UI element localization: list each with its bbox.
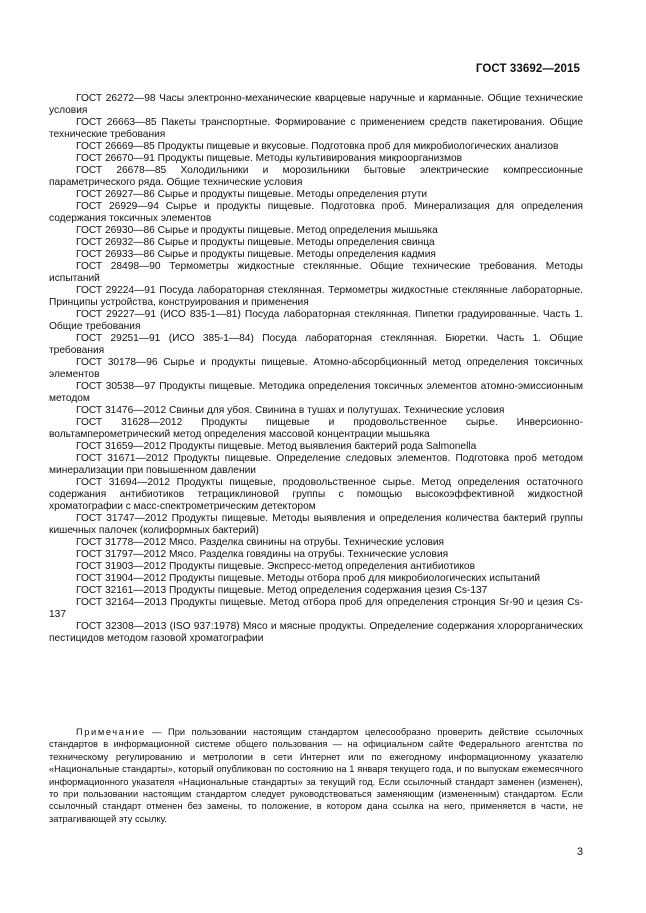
reference-entry: ГОСТ 31797—2012 Мясо. Разделка говядины на отрубы. Технические условия	[76, 549, 449, 560]
reference-entry: ГОСТ 30538—97 Продукты пищевые. Методика определения токсичных элементов атомно-эмиссионным методом	[49, 381, 583, 404]
reference-entry: ГОСТ 29251—91 (ИСО 385-1—84) Посуда лабораторная стеклянная. Бюретки. Часть 1. Общие требования	[49, 333, 583, 356]
reference-entry: ГОСТ 31659—2012 Продукты пищевые. Метод выявления бактерий рода Salmonella	[76, 441, 477, 452]
reference-entry: ГОСТ 31671—2012 Продукты пищевые. Определение следовых элементов. Подготовка проб методом минерализации при повышенном давлении	[49, 453, 583, 476]
reference-entry: ГОСТ 31904—2012 Продукты пищевые. Методы отбора проб для микробиологических испытаний	[76, 573, 541, 584]
reference-entry: ГОСТ 31778—2012 Мясо. Разделка свинины на отрубы. Технические условия	[76, 537, 445, 548]
reference-entry: ГОСТ 31903—2012 Продукты пищевые. Экспресс-метод определения антибиотиков	[76, 561, 475, 572]
reference-entry: ГОСТ 28498—90 Термометры жидкостные стеклянные. Общие технические требования. Методы испытаний	[49, 261, 583, 284]
reference-entry: ГОСТ 32161—2013 Продукты пищевые. Метод определения содержания цезия Cs-137	[76, 585, 488, 596]
reference-entry: ГОСТ 26678—85 Холодильники и морозильники бытовые электрические компрессионные параметрического ряда. Общие технические условия	[49, 165, 583, 188]
reference-entry: ГОСТ 29227—91 (ИСО 835-1—81) Посуда лабораторная стеклянная. Пипетки градуированные. Часть 1. Общие требования	[49, 309, 583, 332]
document-code-header: ГОСТ 33692—2015	[475, 63, 580, 75]
reference-entry: ГОСТ 26932—86 Сырье и продукты пищевые. Методы определения свинца	[76, 237, 435, 248]
reference-entry: ГОСТ 26930—86 Сырье и продукты пищевые. Метод определения мышьяка	[76, 225, 438, 236]
reference-entry: ГОСТ 26929—94 Сырье и продукты пищевые. Подготовка проб. Минерализация для определения содержания токсичных элементов	[49, 201, 583, 224]
page-number: 3	[576, 846, 583, 858]
reference-entry: ГОСТ 26927—86 Сырье и продукты пищевые. Методы определения ртути	[76, 189, 428, 200]
reference-entry: ГОСТ 31476—2012 Свиньи для убоя. Свинина в тушах и полутушах. Технические условия	[76, 405, 505, 416]
reference-entry: ГОСТ 26933—86 Сырье и продукты пищевые. Методы определения кадмия	[76, 249, 436, 260]
reference-entry: ГОСТ 32308—2013 (ISO 937:1978) Мясо и мясные продукты. Определение содержания хлорорганических пестицидов методом газовой хроматографии	[49, 621, 583, 644]
reference-entry: ГОСТ 29224—91 Посуда лабораторная стеклянная. Термометры жидкостные стеклянные лабораторные. Принципы устройства, конструирования и применения	[49, 285, 583, 308]
reference-entry: ГОСТ 31694—2012 Продукты пищевые, продовольственное сырье. Метод определения остаточного содержания антибиотиков тетрациклиновой группы с помощью высокоэффективной жидкостной хроматографии с масс-спектрометрическим детектором	[49, 477, 583, 512]
note-label: Примечание	[76, 727, 146, 737]
note-paragraph	[49, 726, 583, 825]
reference-entry: ГОСТ 30178—96 Сырье и продукты пищевые. Атомно-абсорбционный метод определения токсичных элементов	[49, 357, 583, 380]
reference-entry: ГОСТ 26663—85 Пакеты транспортные. Формирование с применением средств пакетирования. Общие технические требования	[49, 117, 583, 140]
reference-entry: ГОСТ 26669—85 Продукты пищевые и вкусовые. Подготовка проб для микробиологических анализов	[76, 141, 559, 152]
note-text: — При пользовании настоящим стандартом целесообразно проверить действие ссылочных стандартов в информационной системе общего пользования — на официальном сайте Федерального агентства по техническому регулированию и метрологии в сети Интернет или по ежегодному информационному указателю «Национальные стандарты», который опубликован по состоянию на 1 января текущего года, и по выпускам ежемесячного информационного указателя «Национальные стандарты» за текущий год. Если ссылочный стандарт заменен (изменен), то при пользовании настоящим стандартом следует руководствоваться заменяющим (измененным) стандартом. Если ссылочный стандарт отменен без замены, то положение, в котором дана ссылка на него, применяется в части, не затрагивающей эту ссылку.	[49, 727, 583, 824]
reference-entry: ГОСТ 26670—91 Продукты пищевые. Методы культивирования микроорганизмов	[76, 153, 463, 164]
reference-entry: ГОСТ 32164—2013 Продукты пищевые. Метод отбора проб для определения стронция Sr-90 и цезия Cs-137	[49, 597, 583, 620]
reference-entry: ГОСТ 31747—2012 Продукты пищевые. Методы выявления и определения количества бактерий группы кишечных палочек (колиформных бактерий)	[49, 513, 583, 536]
normative-references-list	[49, 93, 583, 645]
reference-entry: ГОСТ 26272—98 Часы электронно-механические кварцевые наручные и карманные. Общие технические условия	[49, 93, 583, 116]
reference-entry: ГОСТ 31628—2012 Продукты пищевые и продовольственное сырье. Инверсионно-вольтамперометрический метод определения массовой концентрации мышьяка	[49, 417, 583, 440]
